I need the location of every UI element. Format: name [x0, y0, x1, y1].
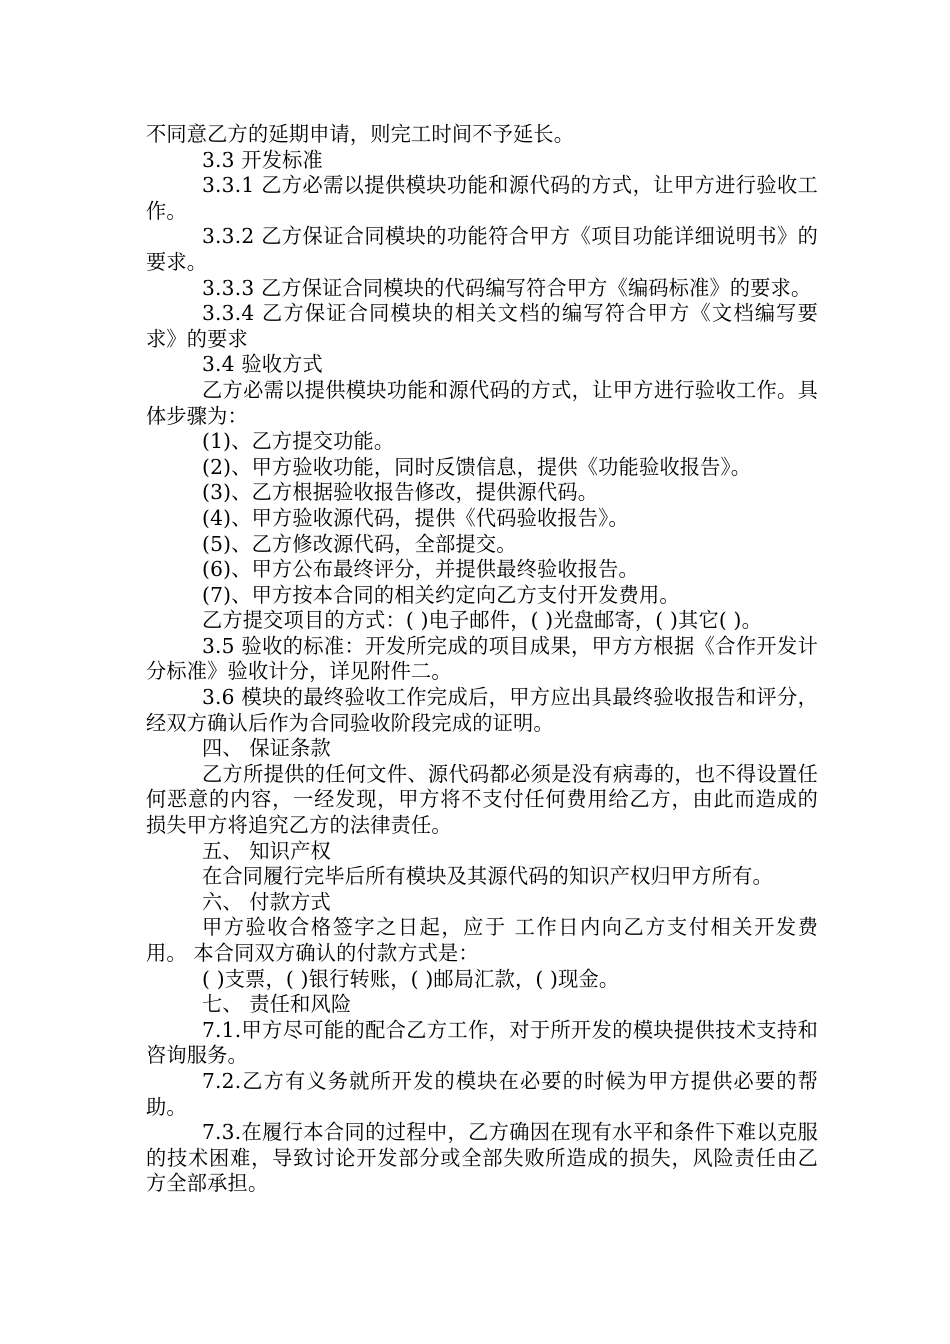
clause-3-5: 3.5 验收的标准：开发所完成的项目成果，甲方方根据《合作开发计分标准》验收计分，详见附件二。 [146, 633, 818, 684]
payment-text: 甲方验收合格签字之日起，应于 工作日内向乙方支付相关开发费用。 本合同双方确认的付款方式是： [146, 915, 818, 965]
section-heading-7: 七、 责任和风险 [202, 992, 352, 1017]
clause-7-2: 7.2.乙方有义务就所开发的模块在必要的时候为甲方提供必要的帮助。 [146, 1068, 818, 1119]
step-2: (2)、甲方验收功能，同时反馈信息，提供《功能验收报告》。 [202, 454, 752, 479]
warranty-text: 乙方所提供的任何文件、源代码都必须是没有病毒的，也不得设置任何恶意的内容，一经发现，甲方将不支付任何费用给乙方，由此而造成的损失甲方将追究乙方的法律责任。 [146, 761, 818, 838]
clause-3-3-4: 3.3.4 乙方保证合同模块的相关文档的编写符合甲方《文档编写要求》的要求 [146, 301, 818, 351]
paragraph-1: 不同意乙方的延期申请，则完工时间不予延长。 [146, 122, 575, 146]
step-7: (7)、甲方按本合同的相关约定向乙方支付开发费用。 [202, 582, 680, 607]
step-4: (4)、甲方验收源代码，提供《代码验收报告》。 [202, 505, 629, 530]
acceptance-intro: 乙方必需以提供模块功能和源代码的方式，让甲方进行验收工作。具体步骤为： [146, 377, 818, 428]
section-heading-4: 四、 保证条款 [202, 736, 331, 761]
section-heading-6: 六、 付款方式 [202, 889, 331, 914]
step-5: (5)、乙方修改源代码，全部提交。 [202, 531, 517, 556]
section-heading-5: 五、 知识产权 [202, 838, 331, 863]
ip-text: 在合同履行完毕后所有模块及其源代码的知识产权归甲方所有。 [202, 864, 773, 889]
section-heading-3-3: 3.3 开发标准 [202, 147, 323, 172]
section-heading-3-4: 3.4 验收方式 [202, 352, 323, 377]
payment-options: ( )支票，( )银行转账，( )邮局汇款，( )现金。 [202, 966, 620, 991]
submission-method: 乙方提交项目的方式：( )电子邮件，( )光盘邮寄，( )其它( )。 [202, 608, 762, 633]
clause-3-3-2: 3.3.2 乙方保证合同模块的功能符合甲方《项目功能详细说明书》的要求。 [146, 224, 818, 274]
clause-3-3-3: 3.3.3 乙方保证合同模块的代码编写符合甲方《编码标准》的要求。 [202, 275, 812, 300]
step-3: (3)、乙方根据验收报告修改，提供源代码。 [202, 480, 599, 505]
clause-7-3: 7.3.在履行本合同的过程中，乙方确因在现有水平和条件下难以克服的技术困难，导致讨论开发部分或全部失败所造成的损失，风险责任由乙方全部承担。 [146, 1120, 818, 1196]
step-6: (6)、甲方公布最终评分，并提供最终验收报告。 [202, 557, 639, 582]
clause-3-3-1: 3.3.1 乙方必需以提供模块功能和源代码的方式，让甲方进行验收工作。 [146, 173, 818, 223]
document-body [146, 122, 818, 1197]
clause-3-6: 3.6 模块的最终验收工作完成后，甲方应出具最终验收报告和评分，经双方确认后作为合同验收阶段完成的证明。 [146, 685, 818, 735]
step-1: (1)、乙方提交功能。 [202, 429, 395, 454]
clause-7-1: 7.1.甲方尽可能的配合乙方工作，对于所开发的模块提供技术支持和咨询服务。 [146, 1017, 818, 1068]
